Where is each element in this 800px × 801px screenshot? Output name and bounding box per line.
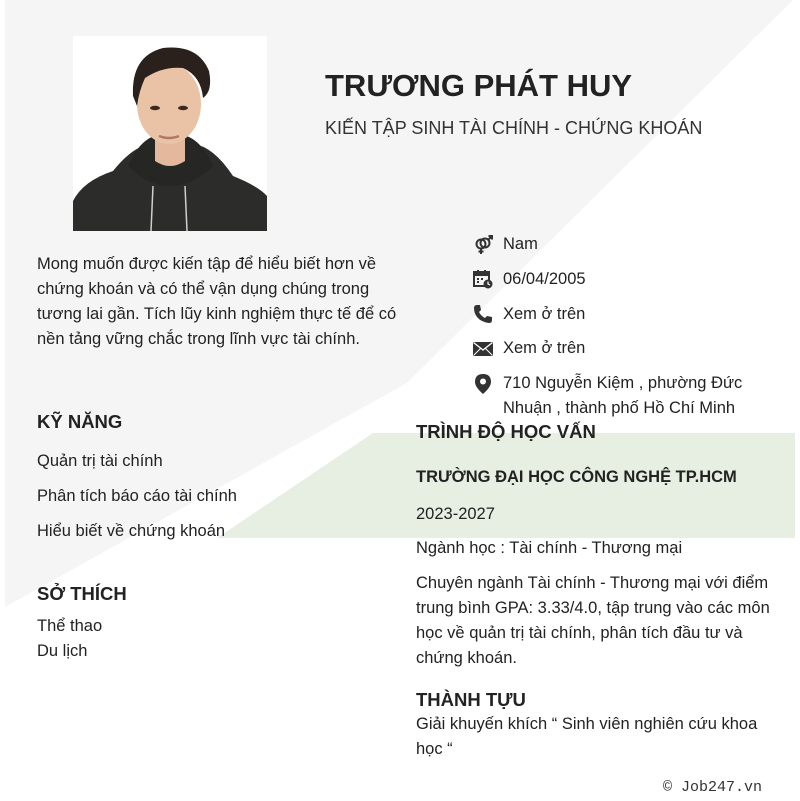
- hobbies-heading: SỞ THÍCH: [37, 583, 127, 604]
- study-years: 2023-2027: [416, 505, 495, 523]
- skill-item: Quản trị tài chính: [37, 452, 163, 470]
- skill-item: Hiểu biết về chứng khoán: [37, 522, 226, 540]
- skills-heading: KỸ NĂNG: [37, 411, 123, 432]
- phone-value: Xem ở trên: [503, 304, 586, 323]
- address-value: 710 Nguyễn Kiệm , phường Đức Nhuận , thành phố Hồ Chí Minh: [503, 374, 743, 418]
- calendar-icon: [472, 267, 494, 292]
- skill-item: Phân tích báo cáo tài chính: [37, 487, 237, 505]
- achievements-heading: THÀNH TỰU: [416, 689, 526, 710]
- contact-birthday: [472, 267, 762, 302]
- achievement-text: Giải khuyến khích “ Sinh viên nghiên cứu khoa học “: [416, 715, 758, 758]
- candidate-name: TRƯƠNG PHÁT HUY: [325, 68, 633, 103]
- contact-info: [472, 232, 762, 421]
- hobby-item: Du lịch: [37, 642, 88, 660]
- gender-value: Nam: [503, 235, 538, 253]
- person-portrait-icon: [73, 36, 267, 231]
- profile-photo: [73, 36, 267, 231]
- school-name: TRƯỜNG ĐẠI HỌC CÔNG NGHỆ TP.HCM: [416, 468, 737, 486]
- major: Ngành học : Tài chính - Thương mại: [416, 539, 683, 557]
- job-title: KIẾN TẬP SINH TÀI CHÍNH - CHỨNG KHOÁN: [325, 118, 703, 138]
- education-heading: TRÌNH ĐỘ HỌC VẤN: [416, 421, 596, 442]
- watermark: © Job247.vn: [663, 779, 763, 796]
- contact-email: [472, 336, 762, 371]
- birthday-value: 06/04/2005: [503, 269, 586, 288]
- career-objective: Mong muốn được kiến tập để hiểu biết hơn về chứng khoán và có thể vận dụng chúng trong tương lai gần. Tích lũy kinh nghiệm thực tế để có nền tảng vững chắc trong lĩnh vực tài chính.: [37, 255, 397, 348]
- email-value: Xem ở trên: [503, 339, 586, 358]
- phone-icon: [472, 302, 494, 327]
- contact-gender: [472, 232, 762, 267]
- education-description: Chuyên ngành Tài chính - Thương mại với điểm trung bình GPA: 3.33/4.0, tập trung vào các môn học về quản trị tài chính, phân tích đầu tư và chứng khoán.: [416, 574, 770, 667]
- map-pin-icon: [472, 371, 494, 396]
- contact-address: [472, 371, 762, 421]
- mail-icon: [472, 336, 494, 361]
- hobby-item: Thể thao: [37, 617, 103, 635]
- gender-icon: [472, 232, 494, 257]
- contact-phone: [472, 302, 762, 337]
